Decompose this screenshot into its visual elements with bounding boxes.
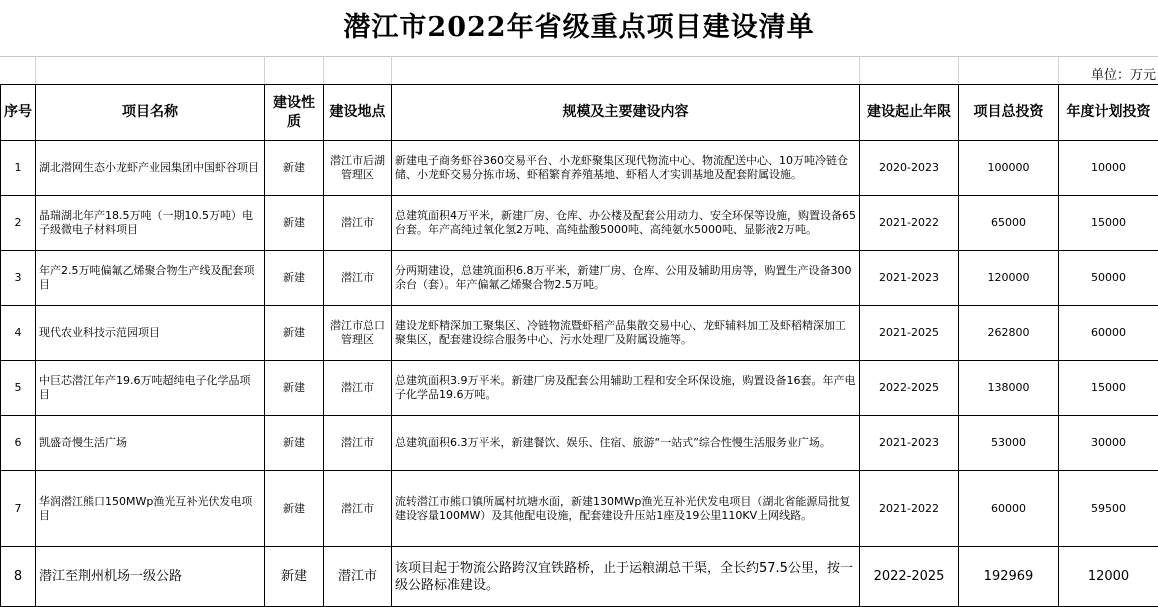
cell-content: 总建筑面积4万平米，新建厂房、仓库、办公楼及配套公用动力、安全环保等设施，购置设备65台套。年产高纯过氧化氢2万吨、高纯盐酸5000吨、高纯氨水5000吨、显影液2万吨。 (392, 196, 860, 251)
cell-total: 65000 (959, 196, 1059, 251)
cell-content: 新建电子商务虾谷360交易平台、小龙虾聚集区现代物流中心、物流配送中心、10万吨冷链仓储、小龙虾交易分拣市场、虾稻繁育养殖基地、虾稻人才实训基地及配套附属设施。 (392, 141, 860, 196)
page-title: 潜江市2022年省级重点项目建设清单 (0, 0, 1158, 56)
grid-line (391, 57, 392, 85)
cell-content: 该项目起于物流公路跨汉宜铁路桥，止于运粮湖总干渠，全长约57.5公里，按一级公路标准建设。 (392, 547, 860, 607)
cell-content: 总建筑面积3.9万平米。新建厂房及配套公用辅助工程和安全环保设施，购置设备16套。年产电子化学品19.6万吨。 (392, 361, 860, 416)
table-row (1, 361, 1158, 416)
header-period: 建设起止年限 (860, 85, 959, 141)
cell-seq: 4 (1, 306, 36, 361)
cell-nature: 新建 (265, 196, 324, 251)
table-row (1, 471, 1158, 547)
project-table (0, 84, 1158, 607)
header-content: 规模及主要建设内容 (392, 85, 860, 141)
cell-annual: 12000 (1059, 547, 1158, 607)
header-nature: 建设性质 (265, 85, 324, 141)
cell-period: 2022-2025 (860, 361, 959, 416)
cell-location: 潜江市 (324, 547, 392, 607)
cell-location: 潜江市 (324, 251, 392, 306)
header-location: 建设地点 (324, 85, 392, 141)
cell-nature: 新建 (265, 141, 324, 196)
table-row (1, 547, 1158, 607)
cell-annual: 10000 (1059, 141, 1158, 196)
cell-location: 潜江市 (324, 196, 392, 251)
cell-name: 现代农业科技示范园项目 (36, 306, 265, 361)
blank-grid-row (0, 56, 1158, 85)
cell-total: 262800 (959, 306, 1059, 361)
table-row (1, 416, 1158, 471)
grid-line (958, 57, 959, 85)
grid-line (264, 57, 265, 85)
header-name: 项目名称 (36, 85, 265, 141)
cell-name: 中巨芯潜江年产19.6万吨超纯电子化学品项目 (36, 361, 265, 416)
header-seq: 序号 (1, 85, 36, 141)
cell-seq: 2 (1, 196, 36, 251)
cell-nature: 新建 (265, 416, 324, 471)
cell-nature: 新建 (265, 251, 324, 306)
cell-total: 100000 (959, 141, 1059, 196)
table-row (1, 251, 1158, 306)
cell-name: 华润潜江熊口150MWp渔光互补光伏发电项目 (36, 471, 265, 547)
grid-line (859, 57, 860, 85)
cell-seq: 1 (1, 141, 36, 196)
cell-nature: 新建 (265, 471, 324, 547)
cell-location: 潜江市 (324, 416, 392, 471)
cell-name: 年产2.5万吨偏氟乙烯聚合物生产线及配套项目 (36, 251, 265, 306)
cell-seq: 5 (1, 361, 36, 416)
cell-period: 2022-2025 (860, 547, 959, 607)
header-total: 项目总投资 (959, 85, 1059, 141)
grid-line (323, 57, 324, 85)
cell-content: 流转潜江市熊口镇所属村坑塘水面，新建130MWp渔光互补光伏发电项目（湖北省能源局批复建设容量100MW）及其他配电设施，配套建设升压站1座及19公里110KV上网线路。 (392, 471, 860, 547)
cell-total: 60000 (959, 471, 1059, 547)
cell-period: 2021-2025 (860, 306, 959, 361)
cell-location: 潜江市总口管理区 (324, 306, 392, 361)
cell-period: 2020-2023 (860, 141, 959, 196)
cell-seq: 7 (1, 471, 36, 547)
cell-nature: 新建 (265, 306, 324, 361)
cell-period: 2021-2022 (860, 471, 959, 547)
cell-period: 2021-2023 (860, 251, 959, 306)
unit-label: 单位：万元 (1091, 64, 1156, 83)
cell-annual: 15000 (1059, 361, 1158, 416)
cell-period: 2021-2022 (860, 196, 959, 251)
cell-annual: 50000 (1059, 251, 1158, 306)
cell-content: 总建筑面积6.3万平米，新建餐饮、娱乐、住宿、旅游“一站式”综合性慢生活服务业广场。 (392, 416, 860, 471)
cell-name: 湖北潜网生态小龙虾产业园集团中国虾谷项目 (36, 141, 265, 196)
table-row (1, 306, 1158, 361)
cell-name: 潜江至荆州机场一级公路 (36, 547, 265, 607)
cell-total: 120000 (959, 251, 1059, 306)
cell-annual: 59500 (1059, 471, 1158, 547)
cell-period: 2021-2023 (860, 416, 959, 471)
table-header-row (1, 85, 1158, 141)
cell-total: 53000 (959, 416, 1059, 471)
cell-seq: 3 (1, 251, 36, 306)
cell-name: 晶瑞湖北年产18.5万吨（一期10.5万吨）电子级微电子材料项目 (36, 196, 265, 251)
table-row (1, 141, 1158, 196)
cell-location: 潜江市 (324, 471, 392, 547)
header-annual: 年度计划投资 (1059, 85, 1158, 141)
cell-content: 建设龙虾精深加工聚集区、冷链物流暨虾稻产品集散交易中心、龙虾辅料加工及虾稻精深加工聚集区，配套建设综合服务中心、污水处理厂及附属设施等。 (392, 306, 860, 361)
cell-seq: 8 (1, 547, 36, 607)
cell-annual: 30000 (1059, 416, 1158, 471)
cell-location: 潜江市 (324, 361, 392, 416)
cell-location: 潜江市后湖管理区 (324, 141, 392, 196)
cell-nature: 新建 (265, 361, 324, 416)
table-row (1, 196, 1158, 251)
cell-nature: 新建 (265, 547, 324, 607)
cell-total: 192969 (959, 547, 1059, 607)
cell-total: 138000 (959, 361, 1059, 416)
grid-line (35, 57, 36, 85)
cell-annual: 60000 (1059, 306, 1158, 361)
cell-name: 凯盛奇慢生活广场 (36, 416, 265, 471)
cell-annual: 15000 (1059, 196, 1158, 251)
cell-seq: 6 (1, 416, 36, 471)
grid-line (1058, 57, 1059, 85)
cell-content: 分两期建设，总建筑面积6.8万平米，新建厂房、仓库、公用及辅助用房等，购置生产设备300余台（套）。年产偏氟乙烯聚合物2.5万吨。 (392, 251, 860, 306)
